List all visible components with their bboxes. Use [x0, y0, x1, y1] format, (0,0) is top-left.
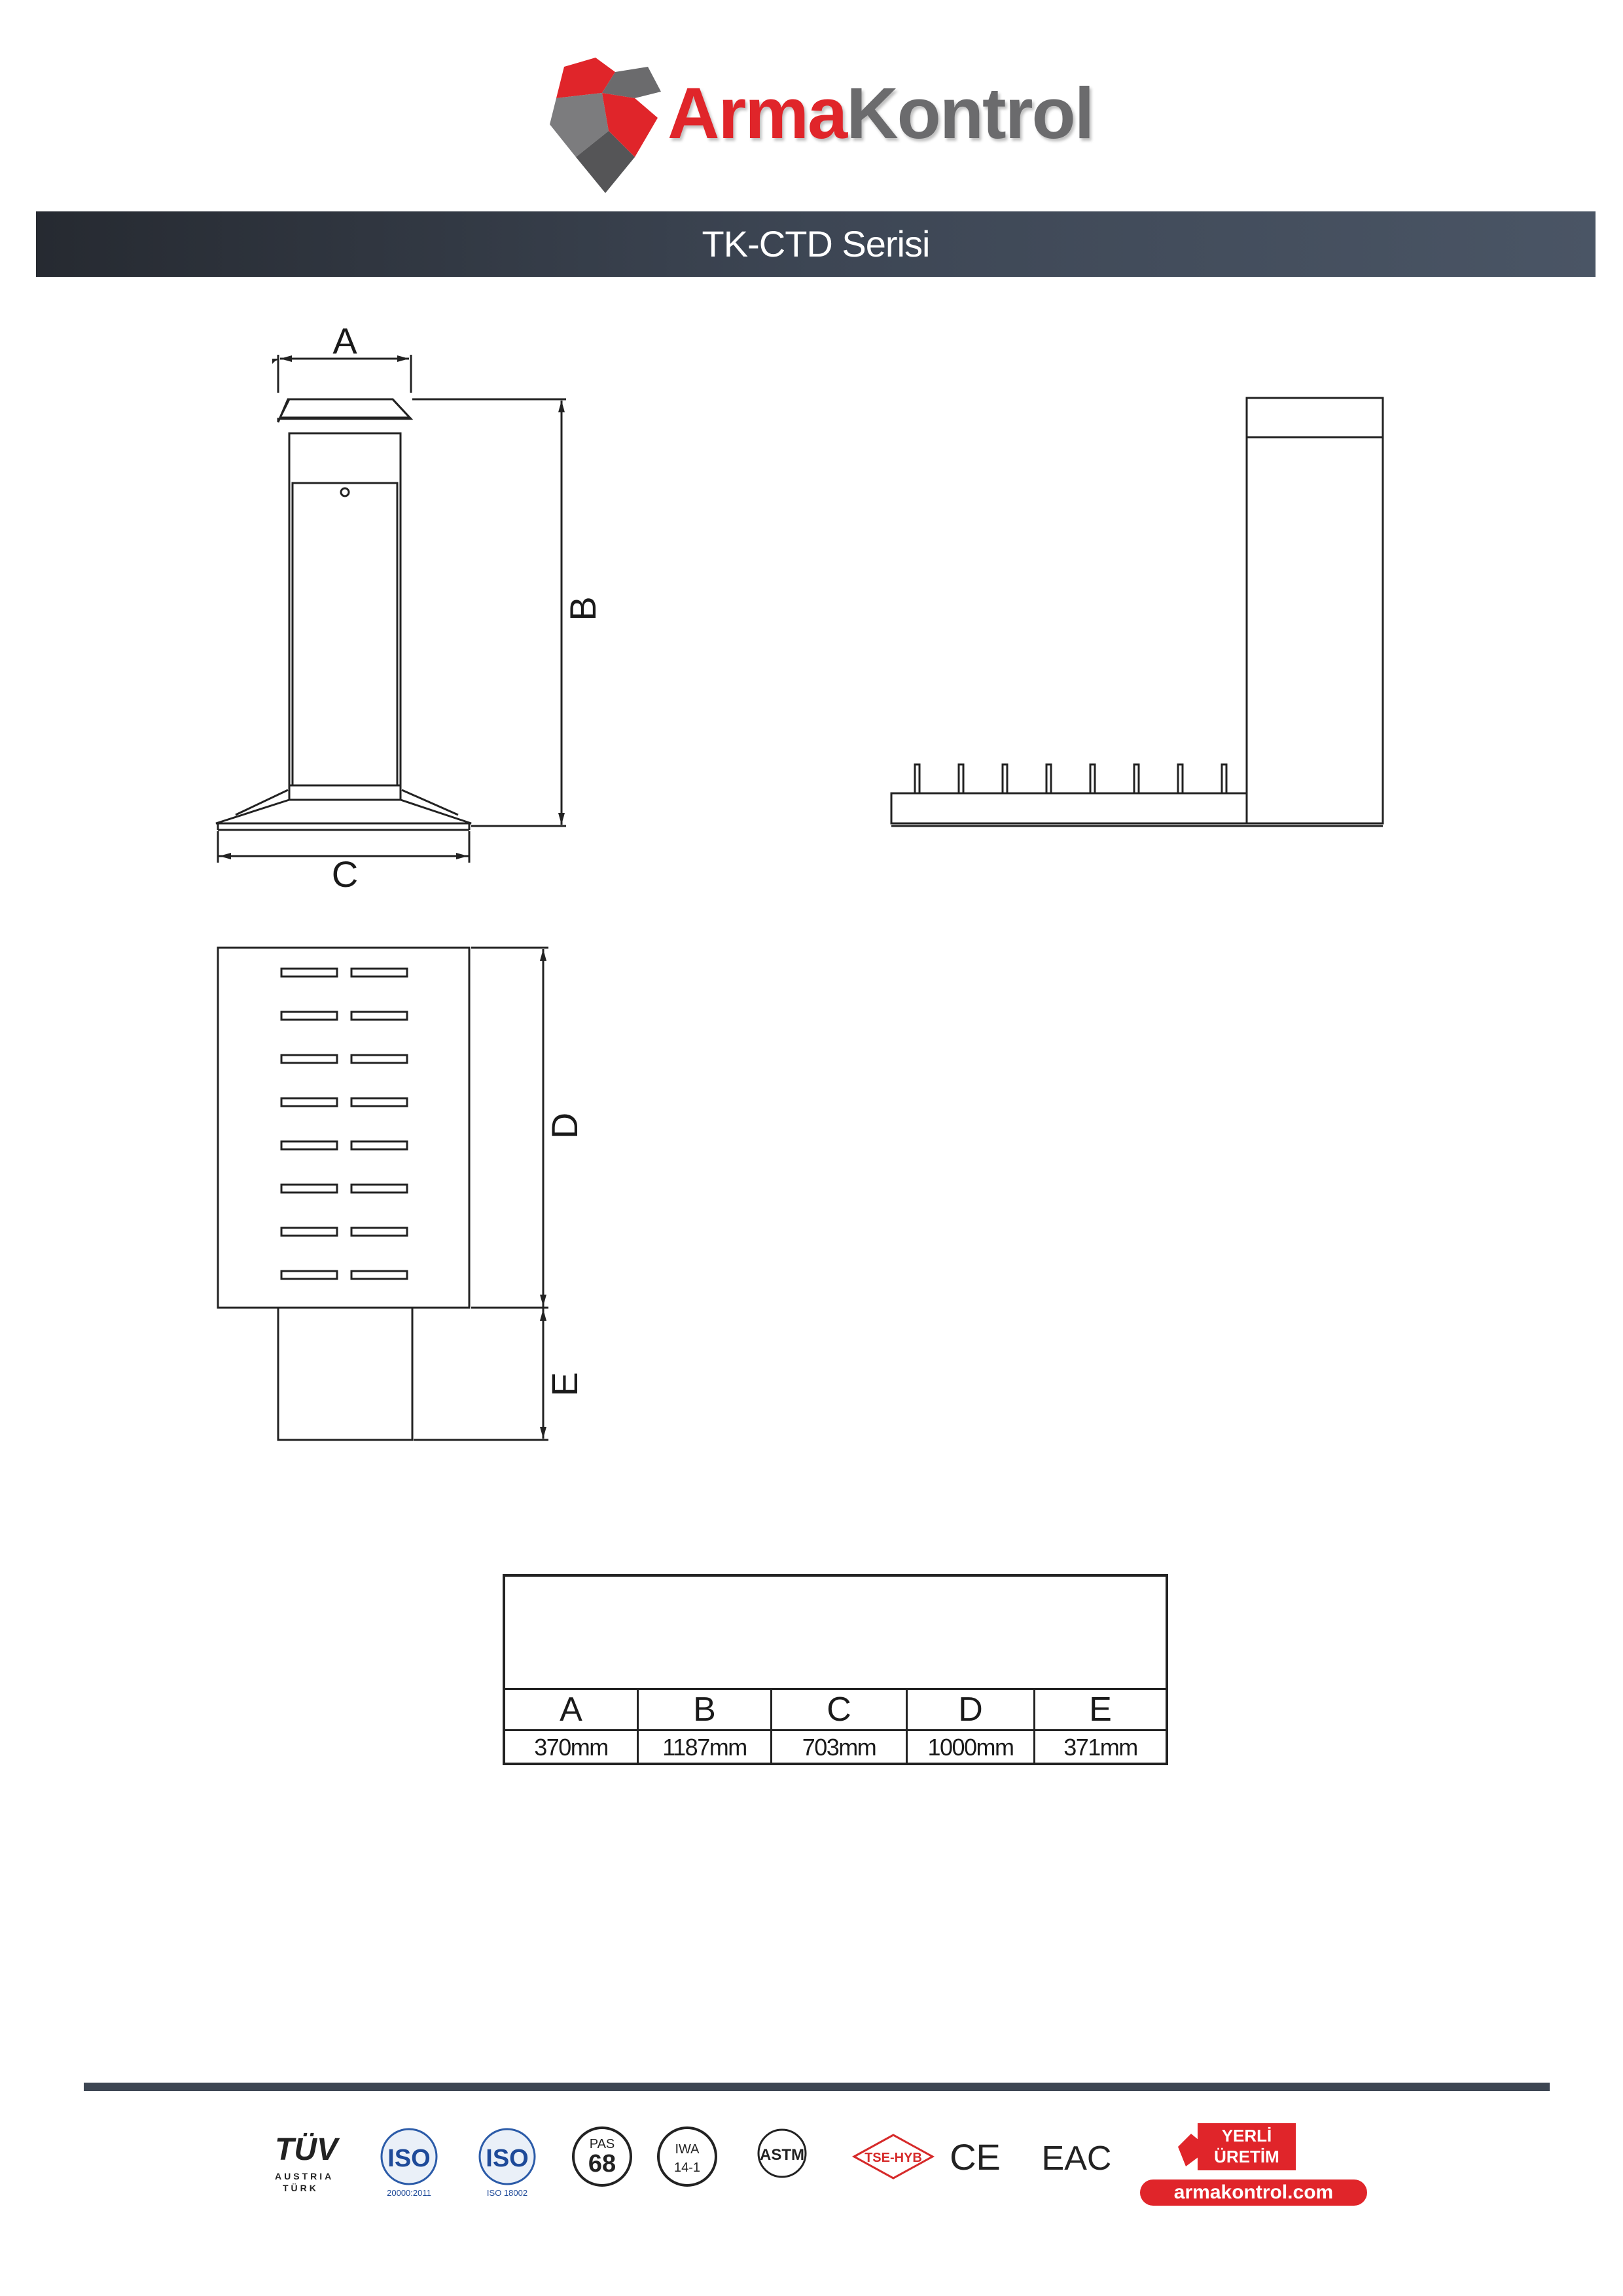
dimension-table [503, 1574, 1168, 1765]
table-value-row [505, 1731, 1166, 1764]
svg-text:ÜRETİM: ÜRETİM [1214, 2147, 1279, 2166]
iso-18002-icon [480, 2129, 535, 2198]
svg-text:PAS: PAS [589, 2137, 615, 2151]
svg-text:IWA: IWA [675, 2142, 700, 2157]
table-value-cell: 703mm [772, 1731, 908, 1764]
side-view-drawing [891, 398, 1383, 826]
page-title: TK-CTD Serisi [702, 223, 930, 264]
svg-text:ISO: ISO [486, 2145, 529, 2172]
svg-text:ISO 18002: ISO 18002 [486, 2188, 528, 2198]
dim-label-a: A [332, 320, 357, 361]
svg-text:20000:2011: 20000:2011 [387, 2188, 431, 2198]
table-value-cell: 1000mm [908, 1731, 1035, 1764]
svg-text:TÜRK: TÜRK [283, 2183, 319, 2193]
pas-68-icon [573, 2128, 631, 2185]
website-link[interactable]: armakontrol.com [1140, 2179, 1367, 2206]
iwa-14-icon [658, 2128, 716, 2185]
title-bar [36, 211, 1596, 277]
table-blank-area [505, 1577, 1166, 1690]
dim-label-c: C [331, 853, 359, 895]
table-header-cell: E [1089, 1691, 1112, 1729]
svg-text:14-1: 14-1 [673, 2161, 701, 2175]
svg-text:YERLİ: YERLİ [1221, 2126, 1272, 2145]
table-header-cell: C [772, 1690, 908, 1729]
iso-20000-icon [382, 2129, 437, 2198]
svg-text:ISO: ISO [387, 2145, 431, 2172]
table-header-cell: D [908, 1690, 1035, 1729]
table-value-cell: 371mm [1063, 1734, 1137, 1761]
certification-logos [262, 2114, 1126, 2219]
shield-logo-icon [550, 58, 661, 193]
brand-name-part2: Kontrol [846, 73, 1094, 154]
dim-label-d: D [544, 1112, 585, 1139]
spike-row [915, 764, 1226, 793]
table-header-row [505, 1690, 1166, 1731]
table-value-cell: 370mm [505, 1731, 639, 1764]
footer-divider [84, 2083, 1550, 2091]
table-header-cell: B [639, 1690, 772, 1729]
dim-label-e: E [544, 1372, 585, 1397]
svg-text:CE: CE [950, 2136, 1001, 2178]
technical-drawing [0, 301, 1623, 1466]
svg-text:TÜV: TÜV [275, 2132, 338, 2167]
eac-mark-icon [1042, 2140, 1112, 2178]
brand-name-part1: Arma [668, 73, 847, 154]
svg-text:TSE-HYB: TSE-HYB [865, 2151, 922, 2165]
dim-label-b: B [562, 596, 603, 621]
brand-wordmark [668, 72, 1093, 155]
top-view-drawing [218, 948, 548, 1440]
table-value-cell: 1187mm [639, 1731, 772, 1764]
handshake-icon [1178, 2134, 1199, 2166]
svg-text:68: 68 [588, 2150, 616, 2178]
front-view-drawing [216, 355, 566, 863]
ce-mark-icon [950, 2136, 1001, 2178]
svg-text:AUSTRIA: AUSTRIA [275, 2171, 334, 2181]
tuv-austria-icon [275, 2132, 340, 2193]
tse-hyb-icon [854, 2135, 933, 2178]
svg-text:ASTM: ASTM [760, 2146, 804, 2164]
svg-text:EAC: EAC [1041, 2140, 1112, 2178]
table-header-cell: A [505, 1690, 639, 1729]
slot-grid [281, 969, 407, 1279]
astm-icon [758, 2130, 806, 2177]
